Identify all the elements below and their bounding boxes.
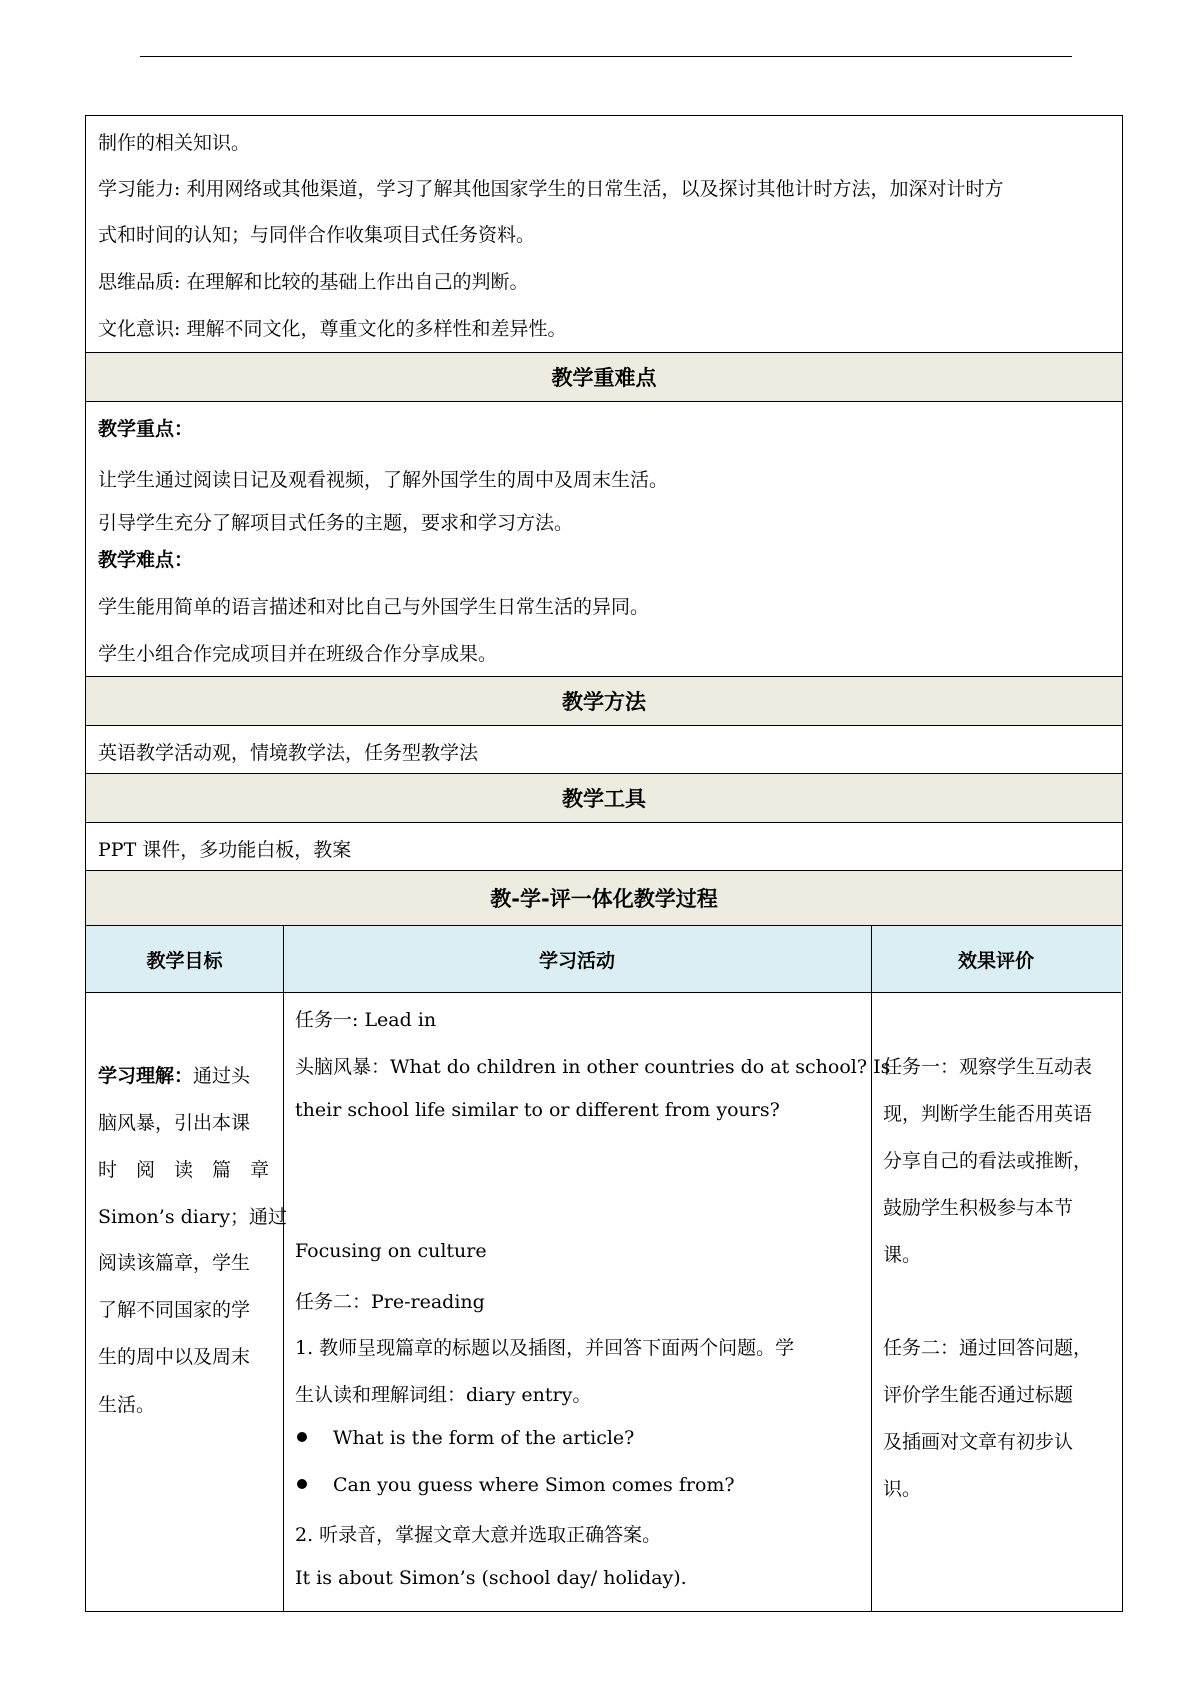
evaluation-text: 现，判断学生能否用英语 (883, 1103, 1093, 1125)
key-points-heading: 教学重难点 (86, 353, 1122, 402)
difficulty-item: 学生能用简单的语言描述和对比自己与外国学生日常生活的异同。 (98, 596, 650, 618)
tools-content: PPT 课件，多功能白板，教案 (98, 839, 352, 861)
focus-label: 教学重点： (98, 418, 194, 440)
column-header-evaluation: 效果评价 (871, 926, 1121, 993)
objective-line: 制作的相关知识。 (98, 132, 251, 154)
evaluation-text: 任务二：通过回答问题， (883, 1337, 1093, 1359)
focus-item: 让学生通过阅读日记及观看视频，了解外国学生的周中及周末生活。 (98, 469, 669, 491)
column-divider (871, 926, 872, 1611)
evaluation-text: 评价学生能否通过标题 (883, 1384, 1074, 1406)
task2-step2: 2. 听录音，掌握文章大意并选取正确答案。 (295, 1524, 662, 1546)
culture-focus: Focusing on culture (295, 1240, 487, 1262)
evaluation-text: 任务一：观察学生互动表 (883, 1056, 1093, 1078)
key-points-section (86, 402, 1122, 677)
task1-title: 任务一: Lead in (295, 1009, 437, 1031)
evaluation-text: 识。 (883, 1478, 922, 1500)
goal-text: 脑风暴，引出本课 (98, 1112, 251, 1134)
bullet-item: Can you guess where Simon comes from? (333, 1474, 735, 1496)
evaluation-text: 课。 (883, 1244, 922, 1266)
process-heading: 教-学-评一体化教学过程 (86, 871, 1122, 926)
goal-text: 阅读该篇章，学生 (98, 1252, 251, 1274)
objective-thinking-quality: 思维品质: 在理解和比较的基础上作出自己的判断。 (98, 271, 529, 293)
focus-item: 引导学生充分了解项目式任务的主题，要求和学习方法。 (98, 512, 574, 534)
goal-label: 学习理解： (98, 1065, 194, 1087)
lesson-plan-table (85, 115, 1123, 1612)
column-header-activity: 学习活动 (283, 926, 871, 993)
header-rule (140, 56, 1072, 57)
bullet-item: What is the form of the article? (333, 1427, 635, 1449)
task1-question: 头脑风暴：What do children in other countries do at school? Is (295, 1056, 891, 1078)
task2-step1: 生认读和理解词组：diary entry。 (295, 1384, 592, 1406)
difficulty-label: 教学难点： (98, 549, 194, 571)
objective-learning-ability: 学习能力: 利用网络或其他渠道，学习了解其他国家学生的日常生活，以及探讨其他计时方法，加深对计时方 (98, 178, 1004, 200)
objective-cultural-awareness: 文化意识: 理解不同文化，尊重文化的多样性和差异性。 (98, 318, 567, 340)
tools-heading: 教学工具 (86, 774, 1122, 823)
evaluation-text: 分享自己的看法或推断， (883, 1150, 1093, 1172)
task2-step1: 1. 教师呈现篇章的标题以及插图，并回答下面两个问题。学 (295, 1337, 795, 1359)
methods-content: 英语教学活动观，情境教学法，任务型教学法 (98, 742, 479, 764)
evaluation-text: 鼓励学生积极参与本节 (883, 1197, 1074, 1219)
goal-text: 通过头 (193, 1065, 251, 1087)
objective-line: 式和时间的认知；与同伴合作收集项目式任务资料。 (98, 224, 536, 246)
goal-text: 了解不同国家的学 (98, 1299, 251, 1321)
column-header-goal: 教学目标 (86, 926, 283, 993)
tools-section (86, 823, 1122, 871)
task2-answer: It is about Simon’s (school day/ holiday). (295, 1567, 687, 1589)
column-divider (283, 926, 284, 1611)
methods-section (86, 726, 1122, 774)
goal-text: Simon’s diary；通过 (98, 1206, 287, 1228)
process-grid (86, 926, 1122, 1611)
goal-text: 生活。 (98, 1394, 156, 1416)
bullet-icon (297, 1432, 307, 1442)
goal-text: 时 阅 读 篇 章 (98, 1159, 270, 1181)
difficulty-item: 学生小组合作完成项目并在班级合作分享成果。 (98, 643, 498, 665)
task2-title: 任务二：Pre-reading (295, 1291, 485, 1313)
goal-text: 生的周中以及周末 (98, 1346, 251, 1368)
bullet-icon (297, 1479, 307, 1489)
methods-heading: 教学方法 (86, 677, 1122, 726)
objectives-section (86, 116, 1122, 353)
evaluation-text: 及插画对文章有初步认 (883, 1431, 1074, 1453)
task1-question: their school life similar to or different from yours? (295, 1099, 780, 1121)
